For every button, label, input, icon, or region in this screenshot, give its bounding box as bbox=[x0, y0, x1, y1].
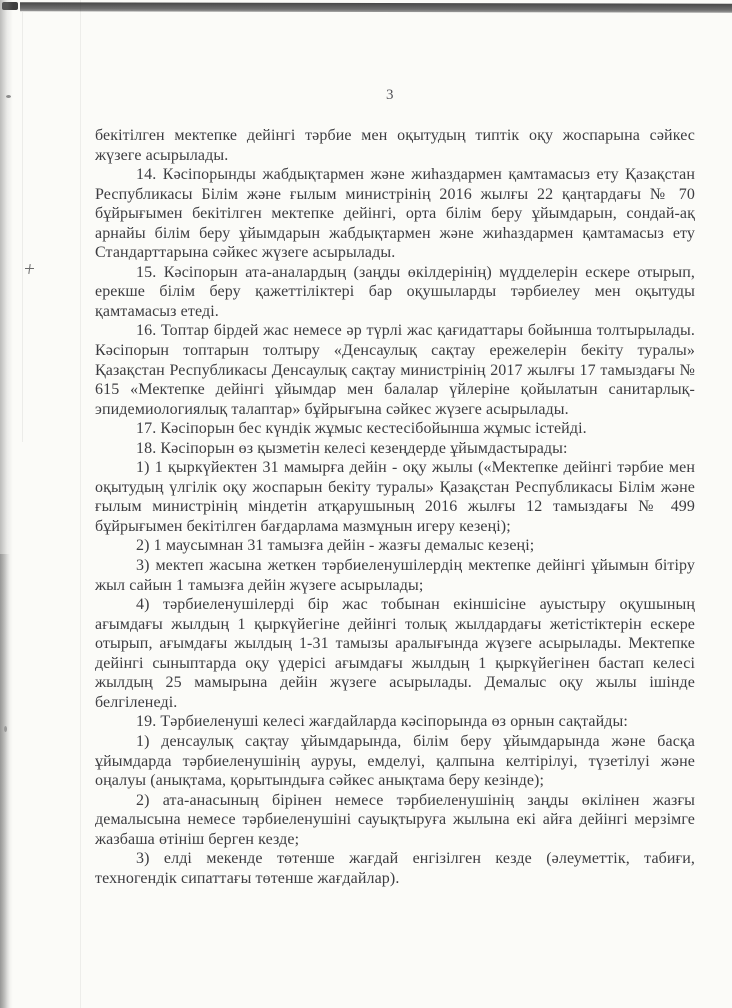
scan-crease-line-short bbox=[22, 12, 23, 442]
scan-edge-top bbox=[20, 2, 732, 13]
paragraph-19-item-2: 2) ата-анасының бірінен немесе тәрбиеленушінің заңды өкілінен жазғы демалысына немесе тәрбиеленушіні сауықтыруға жылына екі айға дейінгі мерзімге жазбаша өтініш берген кезде; bbox=[95, 791, 695, 848]
paragraph-16: 16. Топтар бірдей жас немесе әр түрлі жас қағидаттары бойынша толтырылады. Кәсіпорын топтарын толтыру «Денсаулық сақтау ережелерін бекіту туралы» Қазақстан Республикасы Денсаулық сақтау министрінің 2017 жылғы 17 тамыздағы № 615 «Мектепке дейінгі ұйымдар мен балалар үйлеріне қойылатын санитарлық-эпидемиологиялық талаптар» бұйрығына сәйкес жүзеге асырылады. bbox=[95, 322, 695, 418]
paragraph-19: 19. Тәрбиеленуші келесі жағдайларда кәсіпорында өз орнын сақтайды: bbox=[136, 713, 628, 731]
paragraph-18-item-3: 3) мектеп жасына жеткен тәрбиеленушілердің мектепке дейінгі ұйымын бітіру жыл сайын 1 тамызға дейін жүзеге асырылады; bbox=[95, 557, 695, 594]
scan-speck bbox=[4, 726, 7, 732]
paragraph-18-item-4: 4) тәрбиеленушілерді бір жас тобынан екіншісіне ауыстыру оқушының ағымдағы жылдың 1 қыркүйегіне дейінгі толық жылдардағы жетістіктерін ескере отырып, ағымдағы жылдың 1-31 тамызы аралығында жүзеге асырылады. Мектепке дейінгі сыныптарда оқу үдерісі ағымдағы жылдың 1 қыркүйегінен бастап келесі жылдың 25 мамырына дейін жүзеге асырылады. Демалыс оқу жылы ішінде белгіленеді. bbox=[95, 596, 695, 711]
page-number: 3 bbox=[386, 87, 394, 103]
paragraph-17: 17. Кәсіпорын бес күндік жұмыс кестесібойынша жұмыс істейді. bbox=[136, 420, 587, 438]
paragraph-14: 14. Кәсіпорынды жабдықтармен және жиһаздармен қамтамасыз ету Қазақстан Республикасы Білім және ғылым министрінің 2016 жылғы 22 қаңтардағы № 70 бұйрығымен бекітілген мектепке дейінгі, орта білім беру ұйымдарын, сондай-ақ арнайы білім беру ұйымдарын жабдықтармен және жиһаздармен қамтамасыз ету Стандарттарына сәйкес жүзеге асырылады. bbox=[95, 166, 695, 262]
scan-crease-line bbox=[80, 0, 81, 1008]
paragraph-18-item-1: 1) 1 қыркүйектен 31 мамырға дейін - оқу жылы («Мектепке дейінгі тәрбие мен оқытудың үлгілік оқу жоспарын бекіту туралы» Қазақстан Республикасы Білім және ғылым министрінің міндетін атқарушының 2016 жылғы 12 тамыздағы № 499 бұйрығымен бекітілген бағдарлама мазмұнын игеру кезеңі); bbox=[95, 459, 695, 535]
document-body bbox=[95, 126, 695, 888]
paragraph-18: 18. Кәсіпорын өз қызметін келесі кезеңдерде ұйымдастырады: bbox=[136, 439, 568, 457]
paragraph-18-item-2: 2) 1 маусымнан 31 тамызға дейін - жазғы демалыс кезеңі; bbox=[136, 537, 535, 555]
paragraph-19-item-3: 3) елді мекенде төтенше жағдай енгізілген кезде (әлеуметтік, табиғи, техногендік сипаттағы төтенше жағдайлар). bbox=[95, 850, 695, 887]
paragraph-19-item-1: 1) денсаулық сақтау ұйымдарында, білім беру ұйымдарында және басқа ұйымдарда тәрбиеленушінің ауруы, емделуі, қалпына келтірілуі, түзетілуі және оңалуы (анықтама, қорытындыға сәйкес анықтама беру кезінде); bbox=[95, 732, 695, 790]
paragraph-15: 15. Кәсіпорын ата-аналардың (заңды өкілдерінің) мүдделерін ескере отырып, ерекше білім беру қажеттіліктері бар оқушыларды тәрбиелеу мен оқытуды қамтамасыз етеді. bbox=[95, 263, 695, 320]
scan-edge-left-lower bbox=[0, 554, 10, 1008]
paragraph-continuation: бекітілген мектепке дейінгі тәрбие мен оқытудың типтік оқу жоспарына сәйкес жүзеге асырылады. bbox=[95, 127, 695, 164]
scan-speck bbox=[6, 95, 11, 98]
scan-pencil-mark bbox=[25, 264, 34, 274]
